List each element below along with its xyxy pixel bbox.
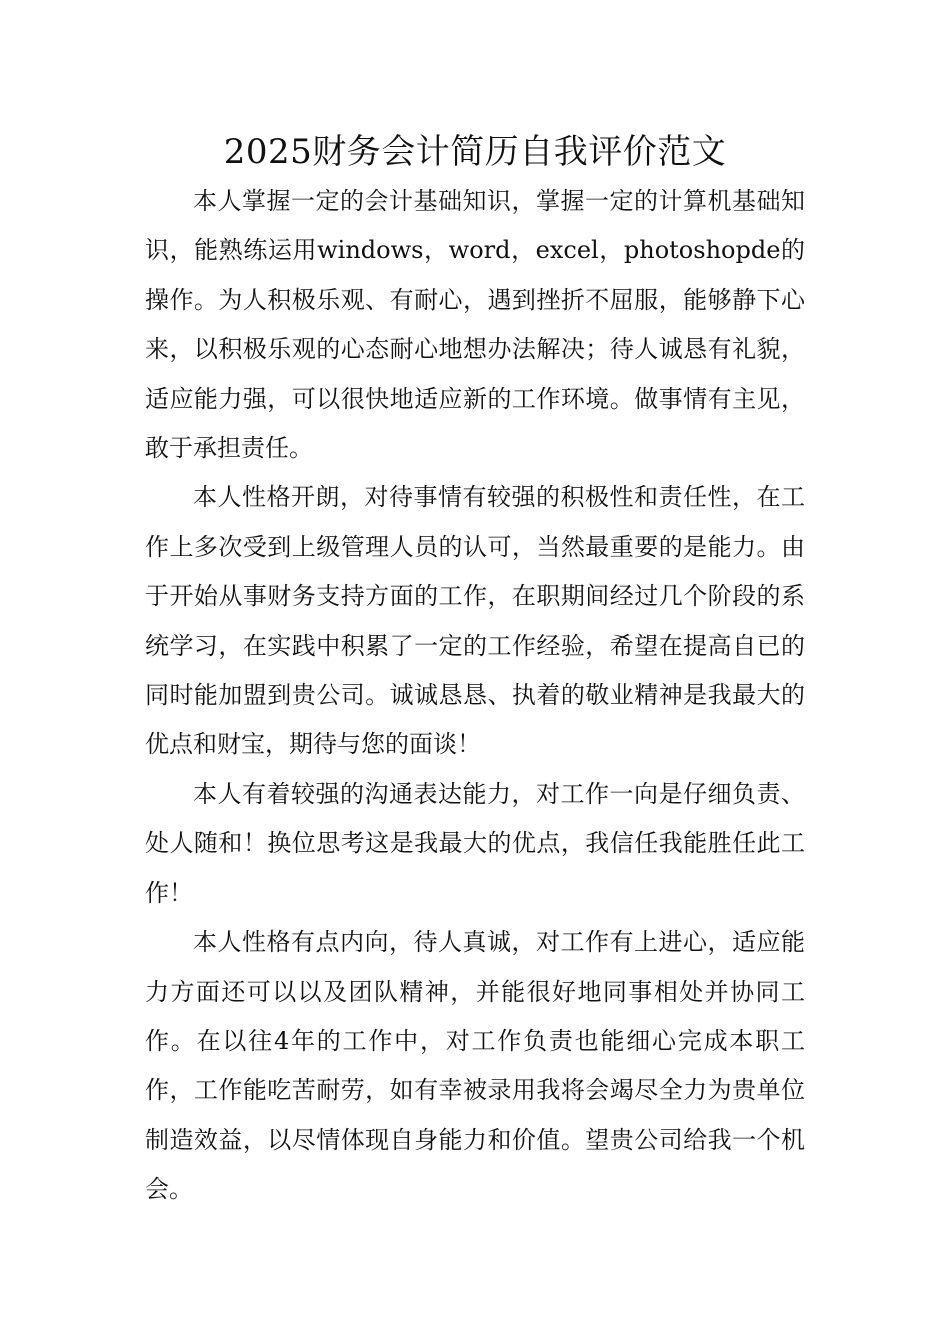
document-body [145, 177, 805, 1215]
paragraph-4: 本人性格有点内向，待人真诚，对工作有上进心，适应能力方面还可以以及团队精神，并能很好地同事相处并协同工作。在以往4年的工作中，对工作负责也能细心完成本职工作，工作能吃苦耐劳，如有幸被录用我将会竭尽全力为贵单位制造效益，以尽情体现自身能力和价值。望贵公司给我一个机会。 [145, 928, 805, 1204]
paragraph-2: 本人性格开朗，对待事情有较强的积极性和责任性，在工作上多次受到上级管理人员的认可，当然最重要的是能力。由于开始从事财务支持方面的工作，在职期间经过几个阶段的系统学习，在实践中积累了一定的工作经验，希望在提高自已的同时能加盟到贵公司。诚诚恳恳、执着的敬业精神是我最大的优点和财宝，期待与您的面谈！ [145, 483, 805, 759]
paragraph-1: 本人掌握一定的会计基础知识，掌握一定的计算机基础知识，能熟练运用windows，word，excel，photoshopde的操作。为人积极乐观、有耐心，遇到挫折不屈服，能够静下心来，以积极乐观的心态耐心地想办法解决；待人诚恳有礼貌，适应能力强，可以很快地适应新的工作环境。做事情有主见，敢于承担责任。 [145, 187, 805, 463]
paragraph-3: 本人有着较强的沟通表达能力，对工作一向是仔细负责、处人随和！换位思考这是我最大的优点，我信任我能胜任此工作！ [145, 779, 805, 907]
document-title: 2025财务会计简历自我评价范文 [223, 132, 727, 172]
